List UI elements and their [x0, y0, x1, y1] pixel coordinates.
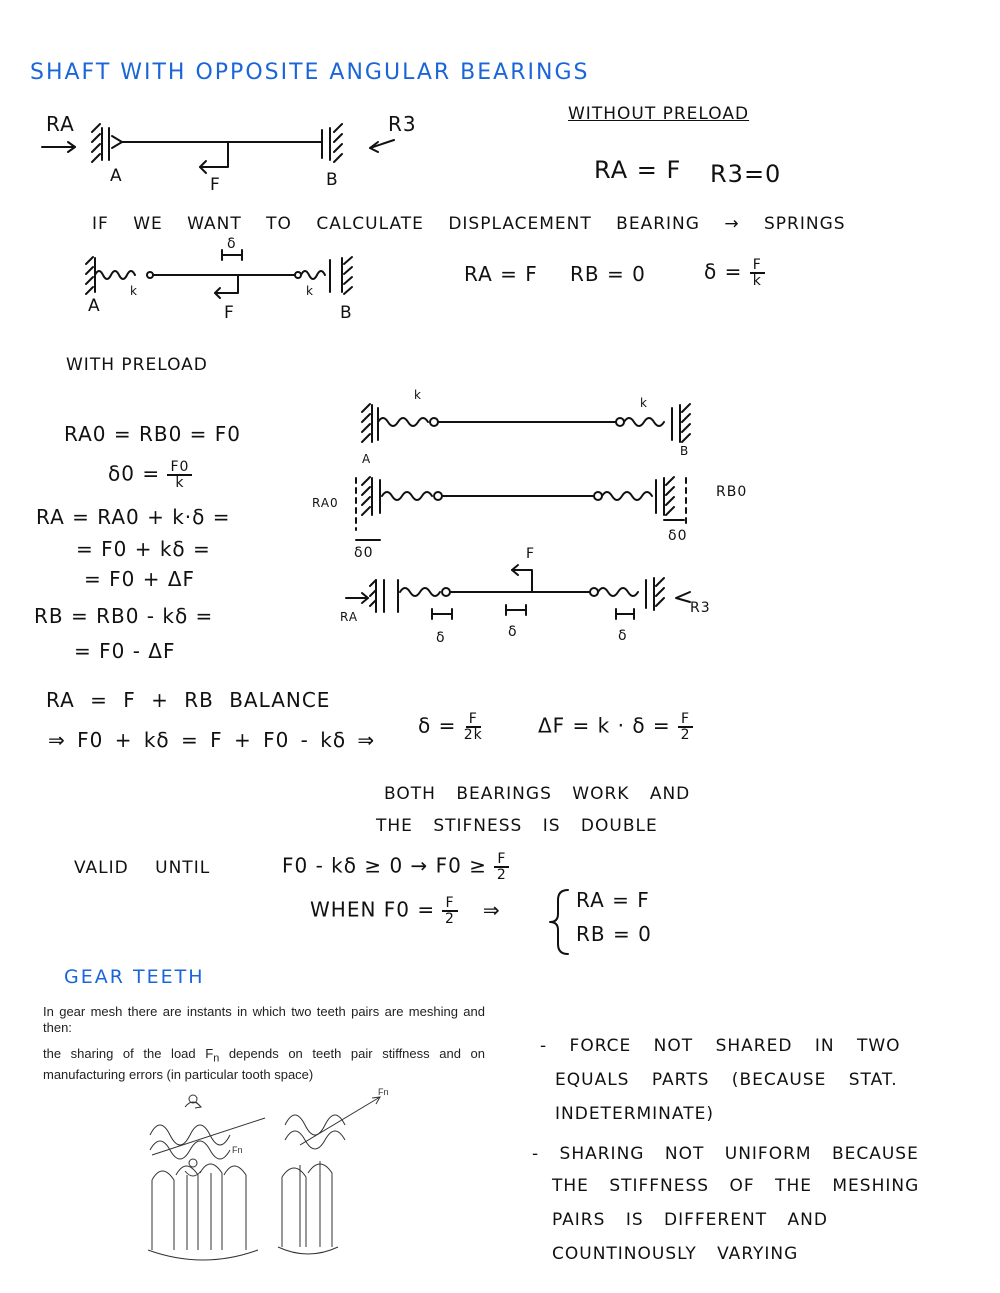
- gear-note-4: - SHARING NOT UNIFORM BECAUSE: [532, 1144, 919, 1164]
- label-delta: δ: [227, 236, 237, 252]
- preload-eq-6: RB = RB0 - kδ =: [34, 604, 214, 628]
- gear-teeth-right: [278, 1161, 338, 1254]
- preload-ra: RA: [340, 610, 359, 624]
- valid-fraction: [494, 852, 509, 882]
- when-arrow: ⇒: [482, 897, 501, 922]
- preload-ra0: RA0: [312, 496, 339, 510]
- gear-mesh-figure: [140, 1085, 410, 1270]
- label-ra: RA: [46, 112, 75, 136]
- label-k-left: k: [130, 284, 138, 298]
- label-a: A: [110, 166, 123, 186]
- gear-note-3: INDETERMINATE): [555, 1104, 714, 1124]
- eq2-delta-label: δ =: [704, 259, 743, 284]
- valid-den: 2: [496, 867, 507, 883]
- valid-condition: [282, 852, 509, 882]
- label-a2: A: [88, 296, 101, 316]
- when-text: WHEN F0 =: [310, 897, 436, 922]
- preload-eq-2-num: F0: [167, 460, 192, 476]
- balance-df-label: ΔF = k · δ =: [538, 713, 671, 738]
- balance-delta-num: F: [466, 712, 481, 728]
- displacement-sentence: IF WE WANT TO CALCULATE DISPLACEMENT BEARING → SPRINGS: [92, 214, 846, 234]
- valid-condition-text: F0 - kδ ≥ 0 → F0 ≥: [282, 853, 487, 878]
- gear-teeth-left: [148, 1164, 258, 1260]
- without-preload-heading: WITHOUT PRELOAD: [568, 104, 750, 124]
- preload-eq-1: RA0 = RB0 = F0: [64, 422, 242, 446]
- gear-p2-post: depends on teeth pair stiffness and on manufacturing errors (in particular tooth space): [43, 1046, 486, 1082]
- eq-ra-f: RA = F: [594, 156, 682, 184]
- preload-eq-2: [108, 460, 192, 490]
- when-condition: [310, 896, 501, 926]
- gear-note-6: PAIRS IS DIFFERENT AND: [552, 1210, 828, 1230]
- gear-paragraph-1: In gear mesh there are instants in which two teeth pairs are meshing and then:: [43, 1004, 485, 1035]
- label-f2: F: [224, 303, 235, 323]
- eq2-rb: RB = 0: [570, 262, 646, 286]
- label-f: F: [210, 175, 221, 195]
- balance-delta-label: δ =: [418, 713, 457, 738]
- result-brace: [550, 890, 568, 954]
- stiffness-note-2: THE STIFNESS IS DOUBLE: [376, 816, 658, 836]
- valid-until-label: VALID UNTIL: [74, 858, 211, 878]
- when-fraction: [442, 896, 457, 926]
- valid-num: F: [494, 852, 509, 868]
- balance-df: [538, 712, 693, 742]
- gear-note-2: EQUALS PARTS (BECAUSE STAT.: [555, 1070, 898, 1090]
- balance-df-den: 2: [680, 727, 691, 743]
- preload-eq-7: = F0 - ΔF: [74, 639, 176, 663]
- gear-mesh-right: [285, 1087, 389, 1149]
- brace-result-1: RA = F: [576, 888, 650, 912]
- brace-result-2: RB = 0: [576, 922, 652, 946]
- eq2-ra: RA = F: [464, 262, 538, 286]
- preload-eq-2-label: δ0 =: [108, 461, 161, 486]
- preload-eq-3: RA = RA0 + k·δ =: [36, 505, 231, 529]
- gear-mesh-left: [150, 1095, 265, 1176]
- when-den: 2: [445, 911, 455, 927]
- gear-fn-left: Fn: [232, 1145, 243, 1155]
- eq2-num: F: [750, 258, 765, 274]
- balance-df-num: F: [678, 712, 693, 728]
- label-rb: R3: [388, 112, 417, 136]
- preload-b: B: [680, 444, 690, 458]
- gear-note-5: THE STIFFNESS OF THE MESHING: [552, 1176, 920, 1196]
- gear-p2-pre: the sharing of the load F: [43, 1046, 214, 1061]
- label-b: B: [326, 170, 339, 190]
- label-k-right: k: [306, 284, 314, 298]
- gear-note-7: COUNTINOUSLY VARYING: [552, 1244, 799, 1264]
- balance-eq-1: RA = F + RB BALANCE: [46, 688, 331, 712]
- preload-diagram-c: [346, 565, 690, 619]
- preload-delta0-right: δ0: [668, 528, 688, 544]
- preload-f: F: [526, 546, 536, 562]
- preload-delta-2: δ: [508, 624, 518, 640]
- preload-rb: R3: [690, 600, 711, 616]
- label-b2: B: [340, 303, 353, 323]
- balance-delta-den: 2k: [463, 727, 483, 743]
- preload-delta-1: δ: [436, 630, 446, 646]
- balance-df-fraction: [678, 712, 693, 742]
- page-title: SHAFT WITH OPPOSITE ANGULAR BEARINGS: [30, 60, 590, 85]
- when-num: F: [442, 896, 457, 912]
- eq-rb-zero: R3=0: [710, 160, 782, 188]
- preload-eq-5: = F0 + ΔF: [84, 567, 196, 591]
- preload-eq-2-den: k: [175, 475, 185, 491]
- gear-paragraph-2: [43, 1046, 485, 1083]
- eq2-fraction: [750, 258, 765, 288]
- balance-eq-2: ⇒ F0 + kδ = F + F0 - kδ ⇒: [48, 728, 376, 752]
- gear-heading: GEAR TEETH: [64, 966, 205, 988]
- preload-eq-2-fraction: [167, 460, 192, 490]
- gear-fn-right: Fn: [378, 1087, 389, 1097]
- gear-p2-sub: n: [213, 1052, 220, 1065]
- with-preload-heading: WITH PRELOAD: [66, 355, 208, 375]
- stiffness-note-1: BOTH BEARINGS WORK AND: [384, 784, 691, 804]
- eq2-delta: [704, 258, 765, 288]
- preload-delta-3: δ: [618, 628, 628, 644]
- preload-k-right: k: [640, 396, 648, 410]
- preload-delta0-left: δ0: [354, 545, 374, 561]
- preload-diagram-b: [356, 477, 686, 540]
- preload-eq-4: = F0 + kδ =: [76, 537, 211, 561]
- balance-delta: [418, 712, 483, 742]
- gear-note-1: - FORCE NOT SHARED IN TWO: [540, 1036, 901, 1056]
- preload-a: A: [362, 452, 372, 466]
- eq2-den: k: [752, 273, 762, 289]
- preload-k-left: k: [414, 388, 422, 402]
- preload-rb0: RB0: [716, 484, 748, 500]
- balance-delta-fraction: [464, 712, 483, 742]
- shaft-diagram-1: [42, 124, 394, 173]
